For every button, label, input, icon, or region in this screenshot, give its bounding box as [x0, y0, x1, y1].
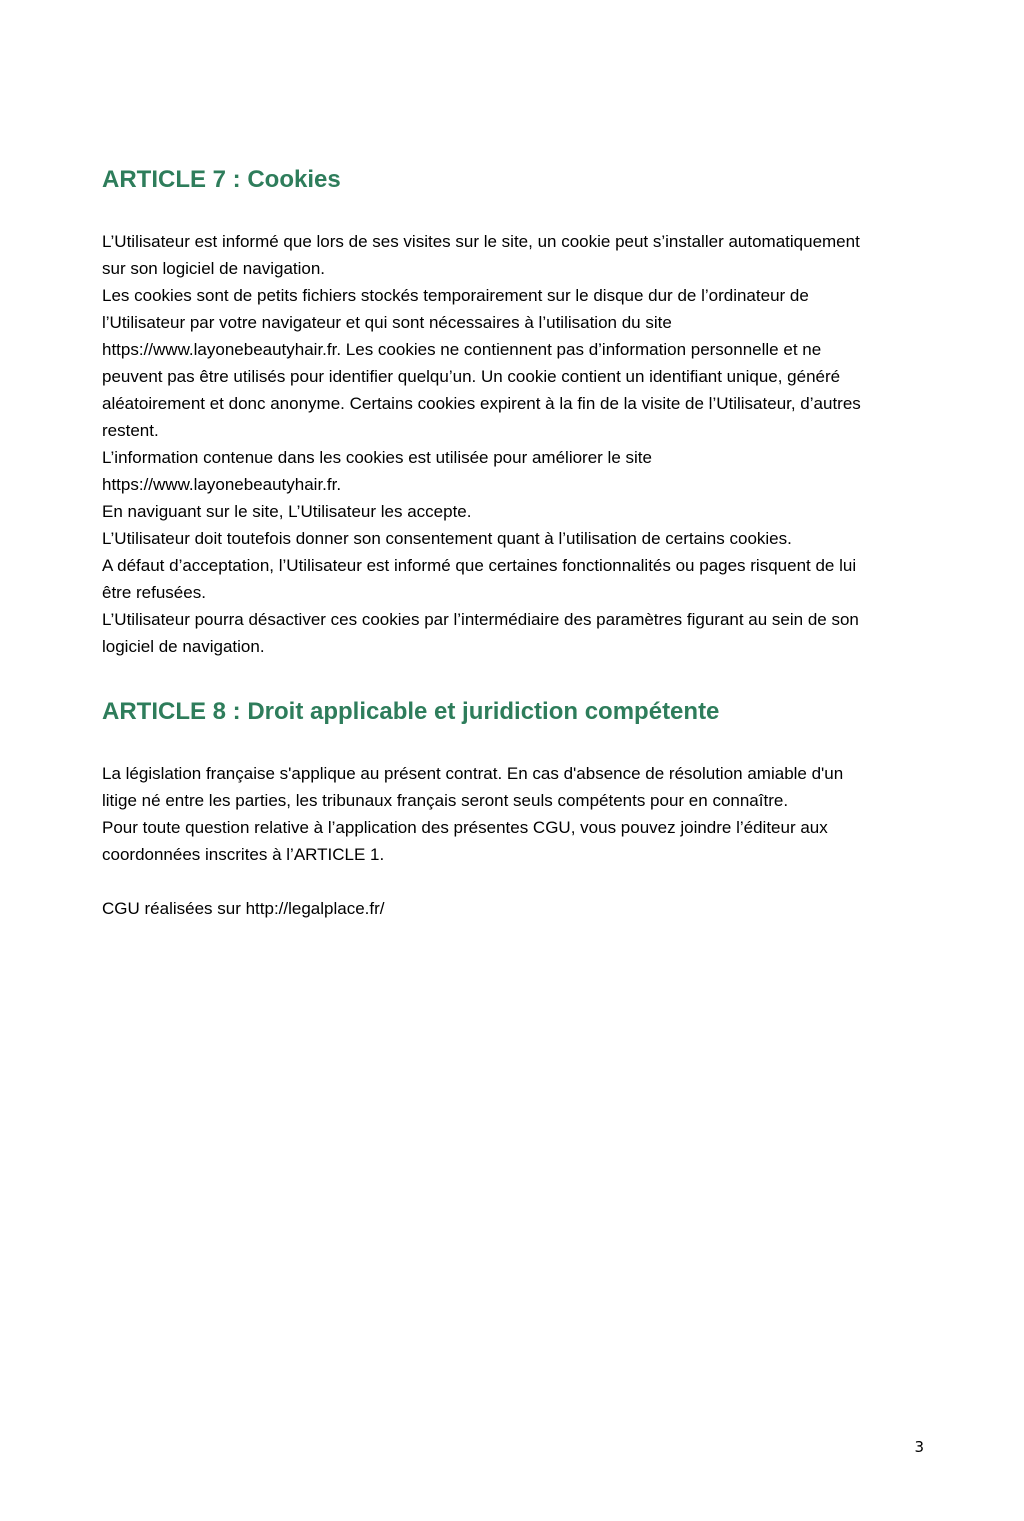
article-7-line: https://www.layonebeautyhair.fr. Les cookies ne contiennent pas d’information personnelle et ne: [102, 340, 822, 359]
article-7-line: peuvent pas être utilisés pour identifier quelqu’un. Un cookie contient un identifiant unique, généré: [102, 367, 841, 386]
article-8-line: La législation française s'applique au présent contrat. En cas d'absence de résolution amiable d'un: [102, 764, 844, 783]
article-7-line: logiciel de navigation.: [102, 637, 265, 656]
article-8-title: ARTICLE 8 : Droit applicable et juridiction compétente: [102, 698, 720, 725]
article-7-line: L’information contenue dans les cookies est utilisée pour améliorer le site: [102, 448, 652, 467]
article-7-line: Les cookies sont de petits fichiers stockés temporairement sur le disque dur de l’ordinateur de: [102, 286, 809, 305]
article-7-line: L’Utilisateur pourra désactiver ces cookies par l’intermédiaire des paramètres figurant au sein de son: [102, 610, 859, 629]
cgu-credit: CGU réalisées sur http://legalplace.fr/: [102, 899, 385, 918]
article-7-line: l’Utilisateur par votre navigateur et qui sont nécessaires à l’utilisation du site: [102, 313, 672, 332]
article-7-title: ARTICLE 7 : Cookies: [102, 166, 341, 193]
article-7-line: https://www.layonebeautyhair.fr.: [102, 475, 342, 494]
article-7-line: L’Utilisateur doit toutefois donner son consentement quant à l’utilisation de certains cookies.: [102, 529, 792, 548]
document-content: [102, 162, 924, 939]
article-7-line: En naviguant sur le site, L’Utilisateur les accepte.: [102, 502, 472, 521]
article-7-line: A défaut d’acceptation, l’Utilisateur est informé que certaines fonctionnalités ou pages risquent de lui: [102, 556, 857, 575]
article-7-line: être refusées.: [102, 583, 206, 602]
article-7-line: L’Utilisateur est informé que lors de ses visites sur le site, un cookie peut s’installer automatiquement: [102, 232, 860, 251]
article-7-line: restent.: [102, 421, 159, 440]
article-7-line: sur son logiciel de navigation.: [102, 259, 326, 278]
article-8-section: [102, 694, 924, 922]
article-8-line: litige né entre les parties, les tribunaux français seront seuls compétents pour en connaître.: [102, 791, 789, 810]
article-8-body: [102, 760, 924, 868]
article-7-line: aléatoirement et donc anonyme. Certains cookies expirent à la fin de la visite de l’Utilisateur, d’autres: [102, 394, 861, 413]
article-8-line: Pour toute question relative à l’application des présentes CGU, vous pouvez joindre l’éditeur aux: [102, 818, 828, 837]
article-8-line: coordonnées inscrites à l’ARTICLE 1.: [102, 845, 385, 864]
article-7-section: [102, 162, 924, 660]
article-7-body: [102, 228, 924, 660]
page-number: 3: [914, 1438, 924, 1456]
